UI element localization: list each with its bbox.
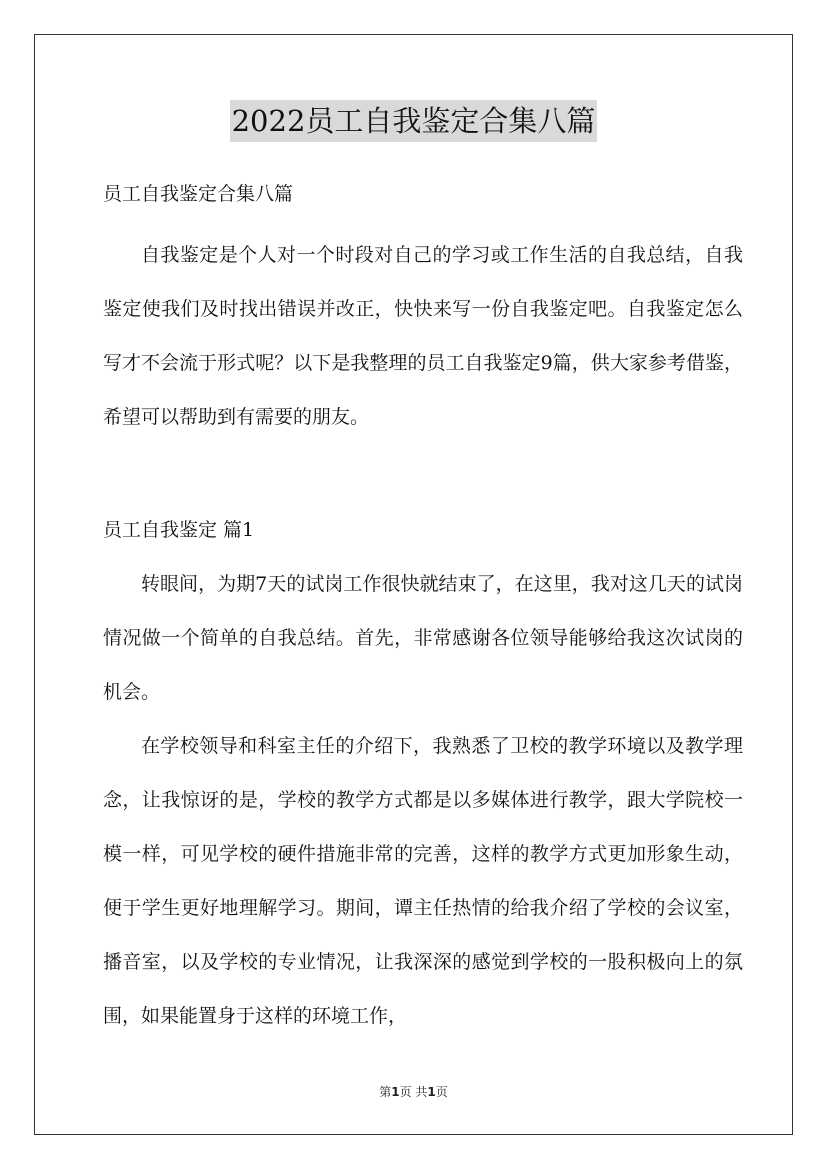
document-title: 2022员工自我鉴定合集八篇 <box>230 100 598 142</box>
footer-page-current: 1 <box>391 1085 400 1099</box>
footer-suffix: 页 <box>435 1085 448 1099</box>
intro-paragraph: 自我鉴定是个人对一个时段对自己的学习或工作生活的自我总结，自我鉴定使我们及时找出错误并改正，快快来写一份自我鉴定吧。自我鉴定怎么写才不会流于形式呢？以下是我整理的员工自我鉴定9篇，供大家参考借鉴，希望可以帮助到有需要的朋友。 <box>103 244 743 428</box>
section-spacer <box>103 444 743 510</box>
footer-mid: 页 共 <box>399 1085 428 1099</box>
section1-paragraph-1: 转眼间，为期7天的试岗工作很快就结束了，在这里，我对这几天的试岗情况做一个简单的自我总结。首先，非常感谢各位领导能够给我这次试岗的机会。 <box>103 573 743 703</box>
footer-page-total: 1 <box>427 1085 436 1099</box>
section1-paragraph-2: 在学校领导和科室主任的介绍下，我熟悉了卫校的教学环境以及教学理念，让我惊讶的是，学校的教学方式都是以多媒体进行教学，跟大学院校一模一样，可见学校的硬件措施非常的完善，这样的教学方式更加形象生动，便于学生更好地理解学习。期间，谭主任热情的给我介绍了学校的会议室，播音室，以及学校的专业情况，让我深深的感觉到学校的一股积极向上的氛围，如果能置身于这样的环境工作， <box>103 735 743 1027</box>
document-body <box>103 174 743 1043</box>
page-footer <box>0 1083 827 1100</box>
subtitle-heading: 员工自我鉴定合集八篇 <box>103 183 294 205</box>
title-container <box>0 100 827 142</box>
section-heading-1: 员工自我鉴定 篇1 <box>103 519 255 541</box>
footer-prefix: 第 <box>379 1085 392 1099</box>
